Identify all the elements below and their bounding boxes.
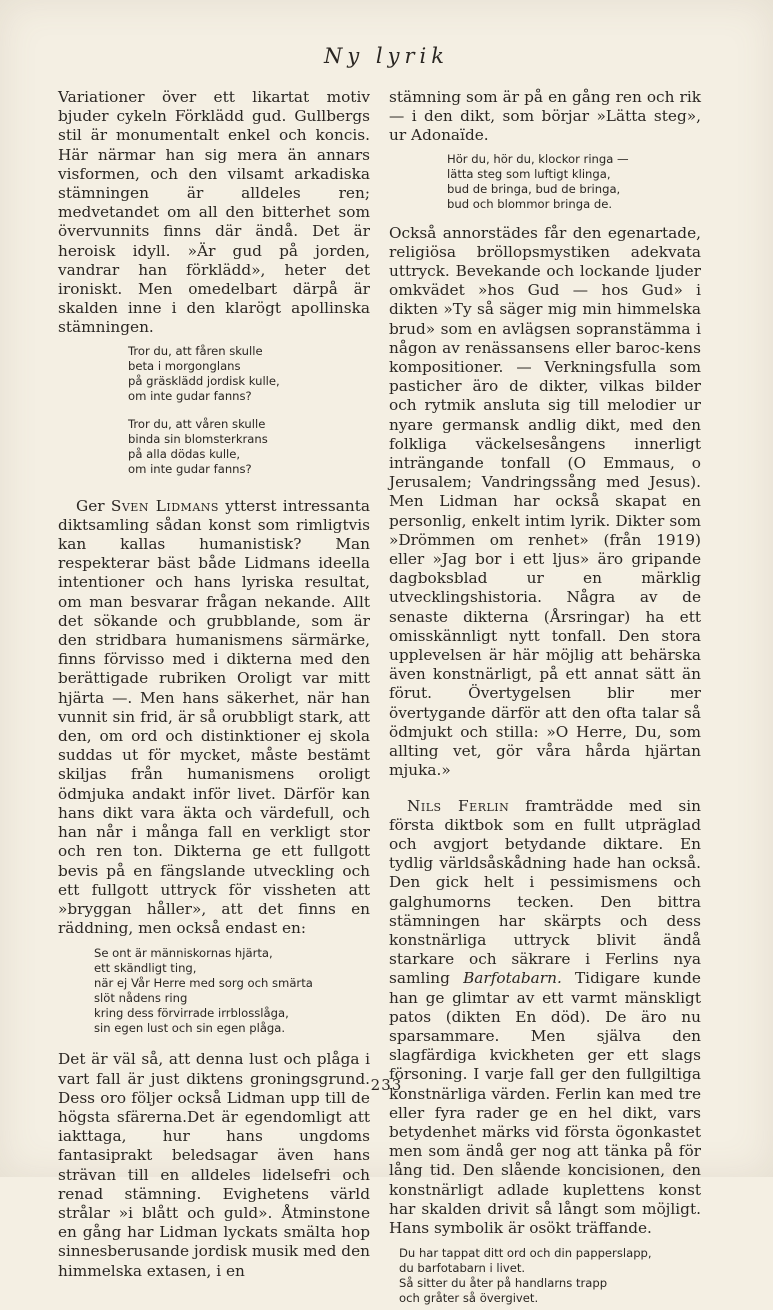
poem-line: binda sin blomsterkrans xyxy=(128,431,268,446)
poem-line: Tror du, att fåren skulle xyxy=(128,343,263,358)
paragraph-text: Tidigare kunde han ge glimtar av ett varmt mänskligt patos (dikten En död). De äro nu sparsammare. Men själva den slagfärdiga kvickheten ger ett slags försoning. I varje fall ger den fullgiltiga konstnärliga värden. Ferlin kan med tre eller fyra rader ge en hel dikt, vars betydenhet märks vid första ögonkastet men som ändå ger nog att tänka på för lång tid. Den slående koncisionen, den konstnärligt adlade kuplettens konst har skalden drivit så långt som möjligt. Hans symbolik är osökt träffande. xyxy=(389,969,701,1237)
poem-line: Tror du, att våren skulle xyxy=(128,416,266,431)
poem-quote xyxy=(58,344,370,477)
poem-line: bud de bringa, bud de bringa, xyxy=(447,181,621,196)
poem-stanza xyxy=(128,417,370,477)
running-title: Ny lyrik xyxy=(324,44,449,68)
poem-line: Se ont är människornas hjärta, xyxy=(94,946,273,961)
poem-line: och gråter så övergivet. xyxy=(399,1291,539,1306)
poem-line: om inte gudar fanns? xyxy=(128,461,252,476)
poem-line: Du har tappat ditt ord och din papperslapp, xyxy=(399,1246,652,1261)
poem-line: slöt nådens ring xyxy=(94,991,188,1006)
poem-line: ett skändligt ting, xyxy=(94,961,197,976)
left-column xyxy=(58,88,370,1281)
paragraph: Också annorstädes får den egenartade, religiösa bröllopsmystiken adekvata uttryck. Bevekande och lockande ljuder omkvädet »hos Gud — hos Gud» i dikten »Ty så säger mig min himmelska brud» som en avlägsen sopranstämma i någon av renässansens eller baroc-kens kompositioner. — Verkningsfulla som pasticher äro de dikter, vilkas bilder och rytmik ansluta sig till melodier ur nyare germansk andlig dikt, med den folkliga väckelsesångens innerligt inträngande tonfall (O Emmaus, o Jerusalem; Vandringssång med Jesus). Men Lidman har också skapat en personlig, enkelt intim lyrik. Dikter som »Drömmen om renhet» (från 1919) eller »Jag bor i ett ljus» äro gripande dagboksblad ur en märklig utvecklingshistoria. Några av de senaste dikterna (Årsringar) ha ett omisskännligt nytt tonfall. Den stora upplevelsen är här möjlig att behärska även konstnärligt, på ett annat sätt än förut. Övertygelsen blir mer övertygande därför att den ofta talar så ödmjukt och stilla: »O Herre, Du, som allting vet, gör våra hårda hjärtan mjuka.» xyxy=(389,223,701,780)
right-column xyxy=(389,88,701,1310)
author-name: Nils Ferlin xyxy=(407,796,510,815)
paragraph xyxy=(58,497,370,939)
poem-stanza xyxy=(128,344,370,404)
paragraph: Det är väl så, att denna lust och plåga i vart fall är just diktens groningsgrund. Dess oro följer också Lidman upp till de högsta sfärerna.Det är egendomligt att iakttaga, hur hans ungdoms fantasiprakt beledsagar även hans strävan till en alldeles lidelsefri och renad stämning. Evighetens värld strålar »i blått och guld». Åtminstone en gång har Lidman lyckats smälta hop sinnesberusande jordisk musik med den himmelska extasen, i en xyxy=(58,1050,370,1280)
book-title: Barfotabarn. xyxy=(463,969,562,988)
spacer xyxy=(389,781,701,797)
poem-quote xyxy=(389,152,701,212)
paragraph-text: framträdde med sin första diktbok som en fullt utpräglad och avgjort betydande diktare. En tydlig världsåskådning hade han också. Den gick helt i pessimismens och galghumorns tecken. Den bittra stämningen har skärpts och dess konstnärliga uttryck blivit ändå starkare och säkrare i Ferlins nya samling xyxy=(389,796,701,988)
poem-line: Hör du, hör du, klockor ringa — xyxy=(447,151,629,166)
poem-line: beta i morgonglans xyxy=(128,358,241,373)
author-name: Sven Lidmans xyxy=(110,496,219,515)
poem-line: Så sitter du åter på handlarns trapp xyxy=(399,1276,608,1291)
poem-quote xyxy=(58,946,370,1036)
poem-line: du barfotabarn i livet. xyxy=(399,1261,526,1276)
poem-quote xyxy=(389,1246,701,1306)
poem-line: när ej Vår Herre med sorg och smärta xyxy=(94,976,313,991)
poem-line: på gräsklädd jordisk kulle, xyxy=(128,373,280,388)
poem-line: bud och blommor bringa de. xyxy=(447,196,613,211)
poem-line: på alla dödas kulle, xyxy=(128,446,241,461)
paragraph: stämning som är på en gång ren och rik — i den dikt, som börjar »Lätta steg», ur Adonaïde. xyxy=(389,88,701,145)
poem-line: lätta steg som luftigt klinga, xyxy=(447,166,611,181)
paragraph-text: ytterst intressanta diktsamling sådan konst som rimligtvis kan kallas humanistisk? Man respekterar bäst både Lidmans ideella intentioner och hans lyriska resultat, om man besvarar frågan nekande. Allt det sökande och grubblande, som är den stridbara humanismens särmärke, finns förvisso med i dikterna med den berättigade rubriken Oroligt var mitt hjärta —. Men hans säkerhet, när han vunnit sin frid, är så orubbligt stark, att den, om ord och distinktioner ej skola suddas ut för mycket, måste bestämt skiljas från humanismens oroligt ödmjuka andakt inför livet. Därför kan hans dikt vara äkta och värdefull, och han når i många fall en verkligt stor och ren ton. Dikterna ge ett fullgott bevis på en fängslande utveckling och ett fullgott uttryck för vissheten att »bryggan håller», att det finns en räddning, men också endast en: xyxy=(58,496,370,938)
page-number: 233 xyxy=(370,1076,403,1094)
paragraph xyxy=(389,797,701,1239)
poem-line: om inte gudar fanns? xyxy=(128,388,252,403)
paragraph-lead: Ger xyxy=(76,496,105,515)
poem-line: sin egen lust och sin egen plåga. xyxy=(94,1021,286,1036)
spacer xyxy=(58,481,370,497)
poem-line: kring dess förvirrade irrblosslåga, xyxy=(94,1006,289,1021)
paragraph: Variationer över ett likartat motiv bjuder cykeln Förklädd gud. Gullbergs stil är monumentalt enkel och koncis. Här närmar han sig mera än annars visformen, och den vilsamt arkadiska stämningen är alldeles ren; medvetandet om all den bitterhet som övervunnits finns där ändå. Det är heroisk idyll. »Är gud på jorden, vandrar han förklädd», heter det ironiskt. Men omedelbart därpå är skalden inne i den klarögt apollinska stämningen. xyxy=(58,88,370,337)
